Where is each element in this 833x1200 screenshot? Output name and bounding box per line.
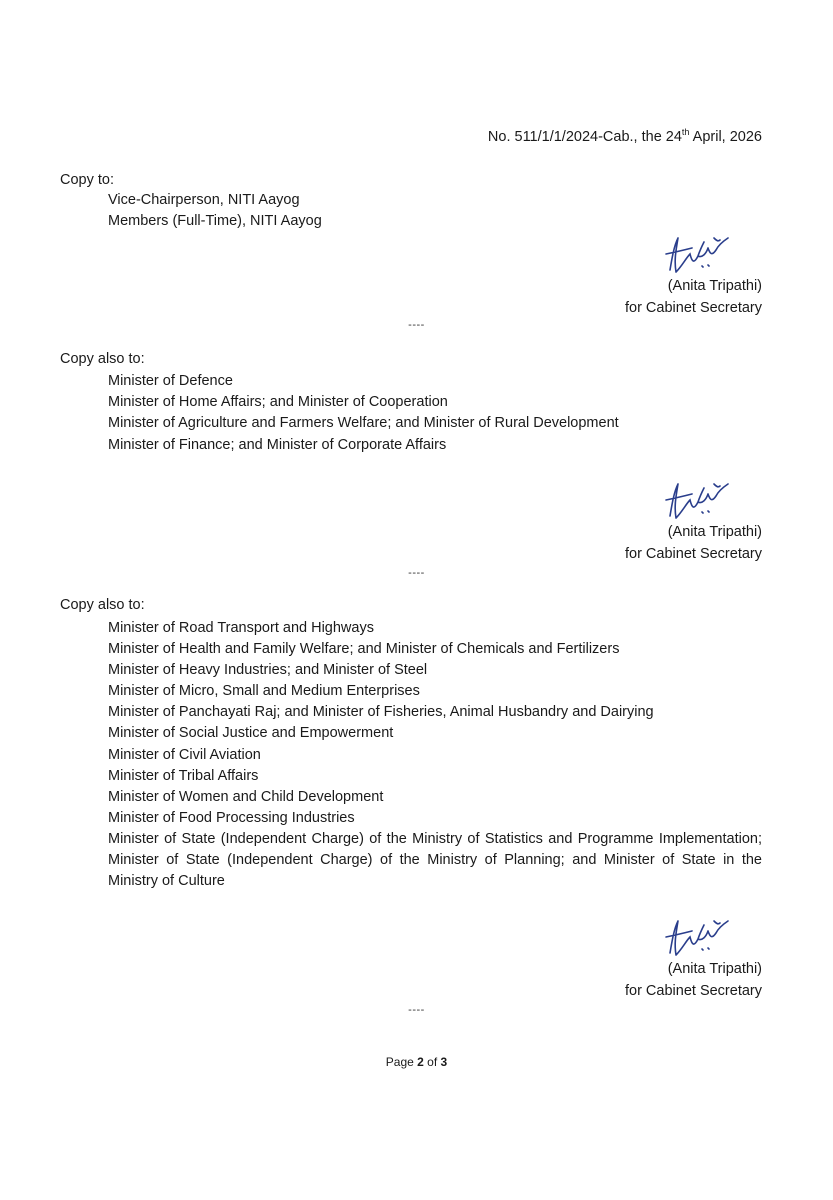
page-number-current: 2 bbox=[417, 1055, 424, 1069]
recipient-item: Vice-Chairperson, NITI Aayog bbox=[108, 192, 300, 208]
signatory-name: (Anita Tripathi) bbox=[667, 524, 762, 540]
recipient-item: Minister of State (Independent Charge) of the Ministry of Statistics and Programme Implementation; Minister of State (Independent Charge) of the Ministry of Planning; and Minister of State in the Ministry of Culture bbox=[108, 830, 762, 889]
reference-number bbox=[488, 129, 762, 145]
signature-block bbox=[582, 959, 762, 1002]
section-divider: ---- bbox=[408, 567, 425, 579]
recipient-item: Minister of Food Processing Industries bbox=[108, 809, 355, 826]
recipient-item: Minister of Civil Aviation bbox=[108, 746, 261, 763]
reference-suffix: April, 2026 bbox=[689, 129, 762, 145]
reference-prefix: No. 511/1/1/2024-Cab., the 24 bbox=[487, 129, 682, 145]
section-heading: Copy also to: bbox=[60, 597, 145, 613]
recipient-item: Minister of Defence bbox=[108, 373, 233, 389]
signature-block bbox=[582, 276, 762, 319]
recipient-item: Minister of Home Affairs; and Minister of Cooperation bbox=[108, 394, 448, 411]
page-number-total: 3 bbox=[440, 1055, 448, 1069]
signature-block bbox=[582, 522, 762, 565]
recipient-item: Minister of Road Transport and Highways bbox=[108, 620, 374, 636]
recipient-list bbox=[108, 190, 762, 232]
recipient-item: Minister of Micro, Small and Medium Enterprises bbox=[108, 683, 420, 700]
signatory-role: for Cabinet Secretary bbox=[624, 545, 762, 562]
recipient-list bbox=[108, 371, 762, 456]
recipient-item: Minister of Heavy Industries; and Minister of Steel bbox=[108, 662, 428, 679]
section-divider: ---- bbox=[408, 319, 425, 331]
signatory-role: for Cabinet Secretary bbox=[624, 982, 762, 999]
signatory-name: (Anita Tripathi) bbox=[667, 961, 762, 977]
recipient-item: Members (Full-Time), NITI Aayog bbox=[108, 213, 322, 230]
section-heading: Copy to: bbox=[60, 172, 114, 188]
signature-mark bbox=[662, 915, 732, 959]
recipient-item: Minister of Agriculture and Farmers Welfare; and Minister of Rural Development bbox=[108, 415, 619, 432]
recipient-item: Minister of Finance; and Minister of Corporate Affairs bbox=[108, 436, 447, 453]
page-number-prefix: Page bbox=[385, 1055, 418, 1069]
reference-ordinal: th bbox=[681, 127, 690, 138]
recipient-item: Minister of Women and Child Development bbox=[108, 788, 384, 805]
page-number bbox=[0, 1055, 833, 1069]
signature-mark bbox=[662, 478, 732, 522]
recipient-item: Minister of Panchayati Raj; and Minister of Fisheries, Animal Husbandry and Dairying bbox=[108, 704, 654, 721]
recipient-item: Minister of Health and Family Welfare; and Minister of Chemicals and Fertilizers bbox=[108, 641, 620, 658]
section-heading: Copy also to: bbox=[60, 351, 145, 367]
section-divider: ---- bbox=[408, 1004, 425, 1016]
signature-mark bbox=[662, 232, 732, 276]
signatory-name: (Anita Tripathi) bbox=[667, 278, 762, 294]
recipient-list bbox=[108, 618, 762, 892]
recipient-item: Minister of Tribal Affairs bbox=[108, 767, 259, 784]
page-number-middle: of bbox=[423, 1055, 441, 1069]
recipient-item: Minister of Social Justice and Empowerment bbox=[108, 725, 394, 742]
signatory-role: for Cabinet Secretary bbox=[624, 299, 762, 316]
